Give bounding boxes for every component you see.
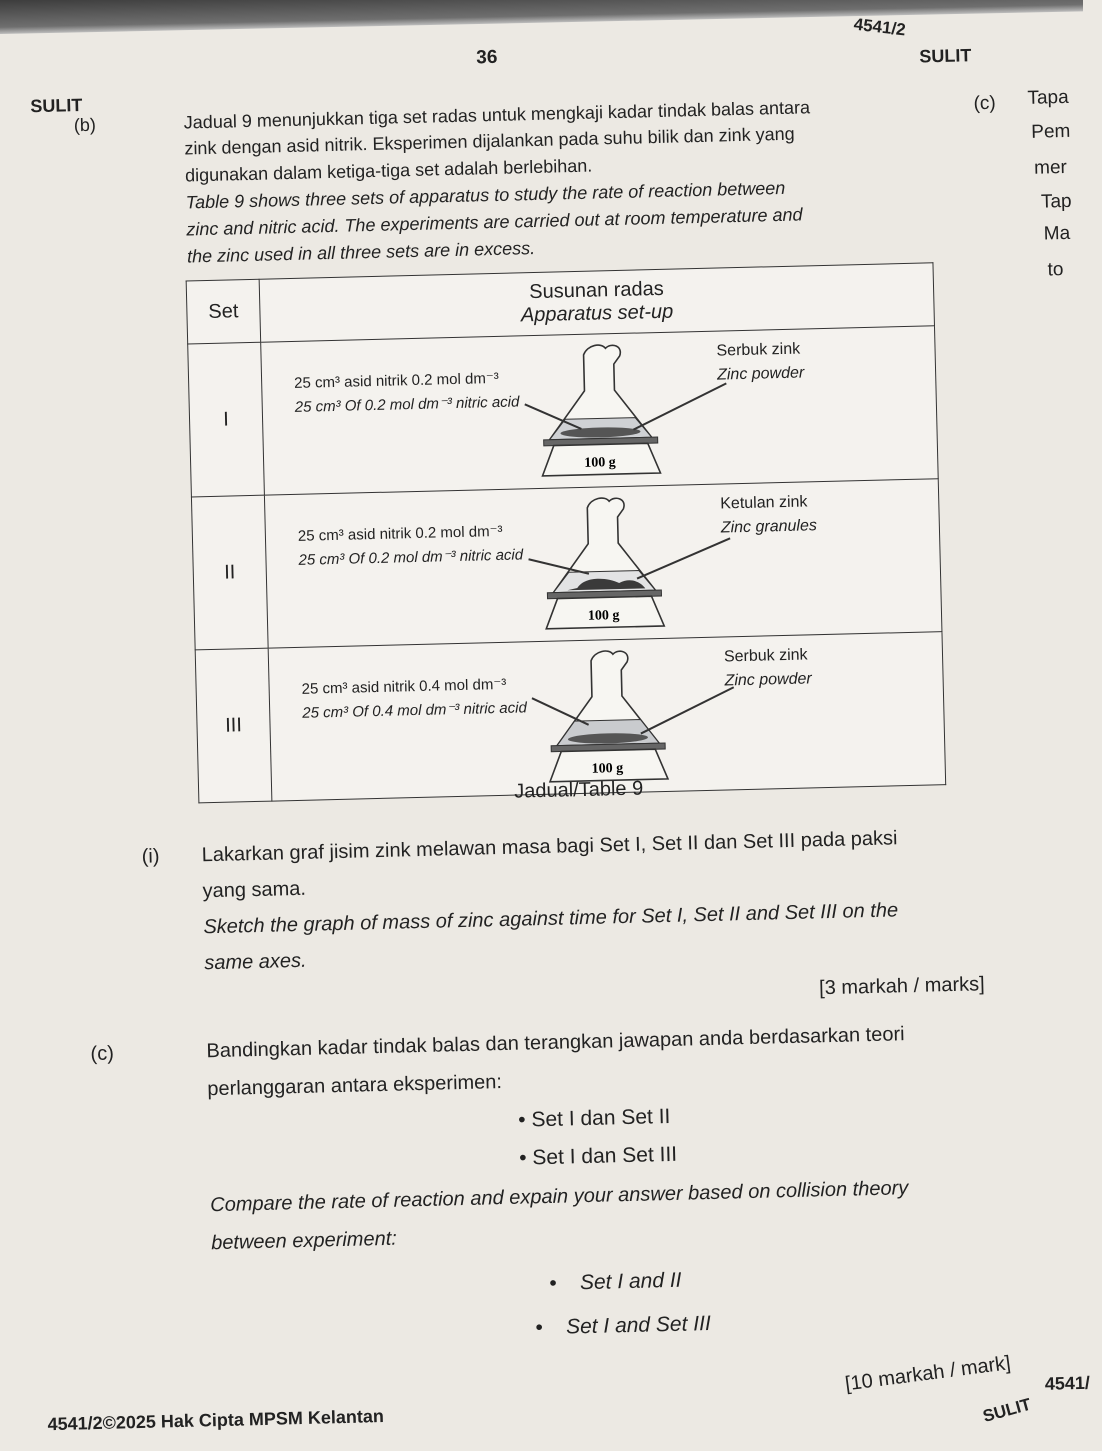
apparatus-cell [264, 479, 942, 648]
acid-label [298, 519, 524, 572]
question-b-malay-line: Jadual 9 menunjukkan tiga set radas untuk mengkaji kadar tindak balas antara [183, 97, 811, 133]
question-b-i-malay-line: yang sama. [202, 877, 307, 903]
sulit-right: SULIT [919, 45, 972, 67]
balance-reading: 100 g [584, 455, 616, 471]
right-fragment-line: Pem [1031, 120, 1071, 143]
question-c-malay-line: perlanggaran antara eksperimen: [207, 1071, 503, 1101]
question-c-malay-bullet: • Set I dan Set III [518, 1142, 678, 1170]
question-b-malay-line: zink dengan asid nitrik. Eksperimen dijalankan pada suhu bilik dan zink yang [184, 123, 795, 159]
question-b-english-line: the zinc used in all three sets are in excess. [186, 237, 536, 267]
zinc-label [720, 490, 817, 540]
question-b-i-marks: [3 markah / marks] [818, 973, 985, 1000]
question-c-english-bullet: • Set I and II [548, 1268, 682, 1295]
flask-on-balance-diagram [501, 331, 725, 488]
apparatus-table [186, 262, 947, 803]
paper-code-top: 4541/2 [852, 14, 907, 40]
table-header-english: Apparatus set-up [520, 300, 674, 327]
set-number: I [188, 342, 265, 497]
apparatus-cell [268, 632, 946, 801]
question-c-english-line: between experiment: [210, 1227, 398, 1255]
set-number: II [191, 495, 268, 650]
question-c-english-bullet: • Set I and Set III [535, 1312, 712, 1340]
apparatus-cell [261, 326, 939, 495]
sulit-bottom: SULIT [980, 1394, 1034, 1426]
table-row [191, 479, 942, 650]
question-c-english-line: Compare the rate of reaction and expain your answer based on collision theory [209, 1177, 909, 1217]
table-header-set: Set [186, 279, 261, 344]
right-fragment-line: to [1047, 259, 1064, 281]
question-b-i-malay-line: Lakarkan graf jisim zink melawan masa bagi Set I, Set II dan Set III pada paksi [201, 827, 898, 867]
table-row [188, 326, 939, 497]
question-b-english-line: Table 9 shows three sets of apparatus to study the rate of reaction between [185, 177, 786, 213]
zinc-malay: Serbuk zink [723, 646, 808, 666]
question-c-malay-bullet: • Set I dan Set II [517, 1104, 671, 1132]
flask-on-balance-diagram [509, 637, 733, 794]
question-b-i-english-line: same axes. [204, 949, 307, 975]
right-fragment-line: mer [1033, 156, 1068, 179]
acid-label [301, 672, 527, 725]
acid-english: 25 cm³ Of 0.2 mol dm⁻³ nitric acid [298, 546, 524, 569]
question-c-marks: [10 markah / mark] [843, 1352, 1012, 1396]
copyright-footer: 4541/2©2025 Hak Cipta MPSM Kelantan [47, 1406, 385, 1435]
right-fragment-label: (c) [973, 92, 996, 115]
question-b-i-label: (i) [141, 845, 160, 868]
table-caption: Jadual/Table 9 [513, 777, 644, 803]
right-fragment-line: Tap [1040, 190, 1072, 213]
balance-reading: 100 g [591, 760, 624, 777]
question-b-i-english-line: Sketch the graph of mass of zinc against time for Set I, Set II and Set III on the [203, 899, 899, 939]
table-row [195, 632, 946, 803]
zinc-malay: Serbuk zink [716, 340, 801, 360]
right-fragment-line: Tapa [1027, 86, 1069, 109]
acid-malay: 25 cm³ asid nitrik 0.2 mol dm⁻³ [293, 369, 499, 392]
set-number: III [195, 648, 272, 803]
sulit-left: SULIT [30, 95, 83, 117]
acid-english: 25 cm³ Of 0.4 mol dm⁻³ nitric acid [302, 699, 528, 722]
zinc-english: Zinc powder [716, 364, 805, 384]
zinc-label [716, 337, 804, 387]
footer-code: 4541/ [1044, 1372, 1091, 1394]
acid-label [294, 366, 520, 419]
acid-english: 25 cm³ Of 0.2 mol dm⁻³ nitric acid [294, 393, 520, 416]
zinc-label [724, 643, 812, 693]
zinc-english: Zinc powder [724, 670, 812, 690]
question-b-english-line: zinc and nitric acid. The experiments are carried out at room temperature and [186, 204, 803, 240]
acid-malay: 25 cm³ asid nitrik 0.4 mol dm⁻³ [301, 675, 507, 698]
flask-on-balance-diagram [505, 484, 729, 641]
acid-malay: 25 cm³ asid nitrik 0.2 mol dm⁻³ [297, 522, 503, 545]
question-b-label: (b) [73, 114, 97, 136]
zinc-english: Zinc granules [720, 517, 818, 537]
page-number: 36 [476, 46, 498, 69]
question-c-malay-line: Bandingkan kadar tindak balas dan terangkan jawapan anda berdasarkan teori [206, 1023, 905, 1063]
table-header-malay: Susunan radas [528, 277, 665, 304]
question-c-label: (c) [90, 1042, 115, 1066]
zinc-malay: Ketulan zink [720, 493, 808, 513]
right-fragment-line: Ma [1043, 222, 1071, 245]
question-b-malay-line: digunakan dalam ketiga-tiga set adalah berlebihan. [184, 155, 593, 186]
balance-reading: 100 g [587, 608, 620, 624]
